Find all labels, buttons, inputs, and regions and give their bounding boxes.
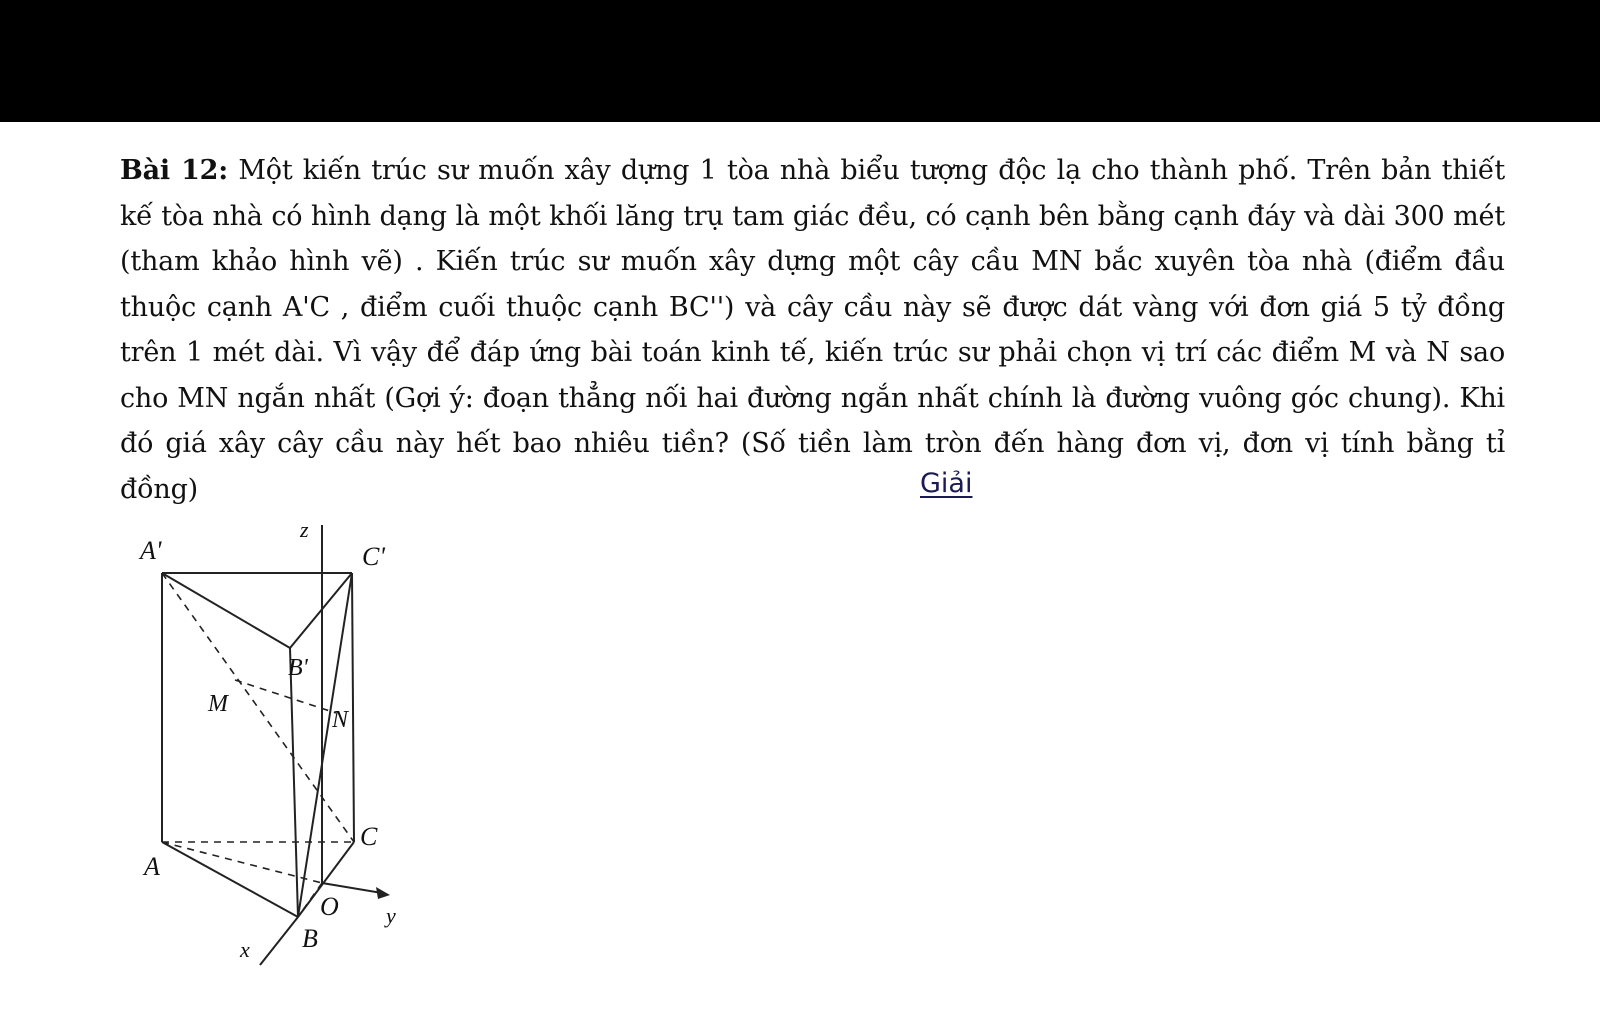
edge-a-b	[162, 842, 298, 917]
label-c: C	[360, 822, 378, 851]
label-a: A	[144, 852, 160, 881]
problem-label: Bài 12:	[120, 155, 229, 186]
edge-aprime-bprime	[162, 573, 290, 648]
label-x: x	[240, 937, 250, 962]
label-o: O	[320, 892, 339, 921]
solution-heading: Giải	[920, 468, 973, 499]
axis-y-arrow	[376, 887, 390, 899]
bridge-mn	[235, 680, 336, 713]
top-black-bar	[0, 0, 1600, 122]
label-y: y	[386, 903, 396, 928]
label-m: M	[208, 691, 228, 717]
edge-a-o-hidden	[162, 842, 322, 883]
edge-aprime-c-hidden	[162, 573, 354, 842]
label-aprime: A'	[140, 536, 162, 565]
label-z: z	[300, 517, 309, 542]
label-cprime: C'	[362, 542, 385, 571]
label-n: N	[332, 707, 349, 733]
problem-statement	[120, 148, 1505, 512]
edge-b-cprime	[298, 573, 352, 917]
label-b: B	[302, 924, 318, 953]
edge-cprime-c	[352, 573, 354, 842]
problem-text: Một kiến trúc sư muốn xây dựng 1 tòa nhà biểu tượng độc lạ cho thành phố. Trên bản thiết kế tòa nhà có hình dạng là một khối lăng trụ tam giác đều, có cạnh bên bằng cạnh đáy và dài 300 mét (tham khảo hình vẽ) . Kiến trúc sư muốn xây dựng một cây cầu MN bắc xuyên tòa nhà (điểm đầu thuộc cạnh A'C , điểm cuối thuộc cạnh BC'') và cây cầu này sẽ được dát vàng với đơn giá 5 tỷ đồng trên 1 mét dài. Vì vậy để đáp ứng bài toán kinh tế, kiến trúc sư phải chọn vị trí các điểm M và N sao cho MN ngắn nhất (Gợi ý: đoạn thẳng nối hai đường ngắn nhất chính là đường vuông góc chung). Khi đó giá xây cây cầu này hết bao nhiêu tiền? (Số tiền làm tròn đến hàng đơn vị, đơn vị tính bằng tỉ đồng)	[120, 155, 1505, 505]
axis-x	[260, 917, 298, 965]
prism-figure	[110, 515, 470, 985]
label-bprime: B'	[288, 655, 308, 681]
